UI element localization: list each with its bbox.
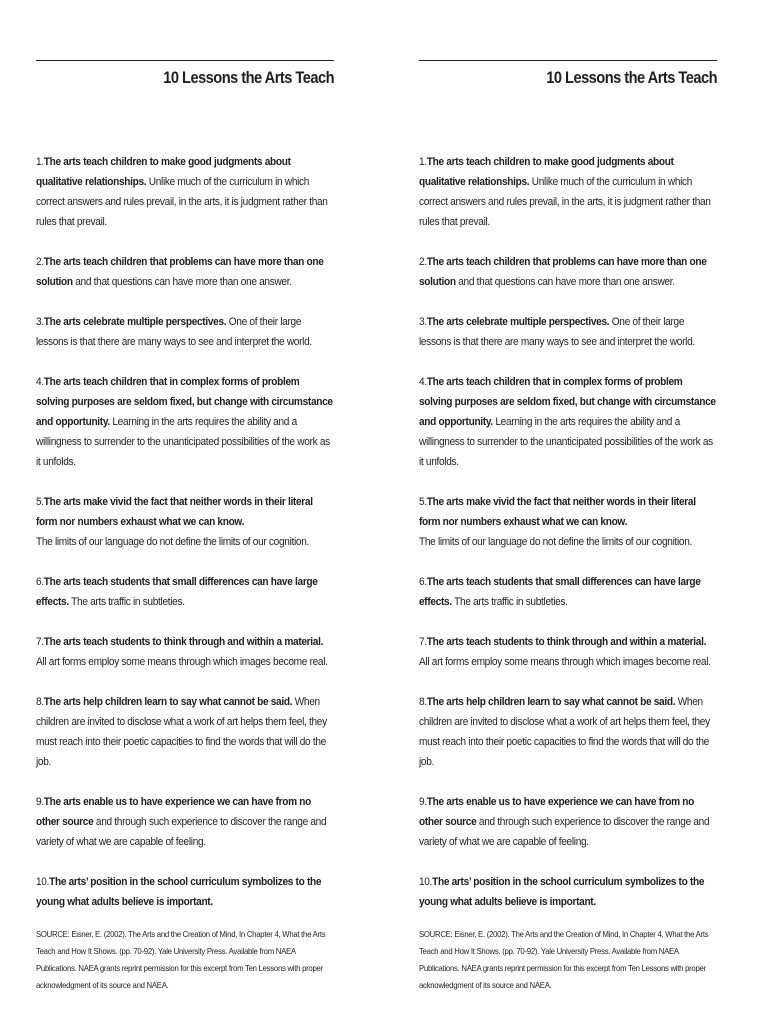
lesson-item-7	[419, 632, 717, 672]
lesson-item-4	[36, 372, 334, 472]
lesson-item-8	[36, 692, 334, 772]
lesson-number: 8.	[419, 696, 427, 708]
lesson-item-1	[419, 152, 717, 232]
lesson-heading: The arts make vivid the fact that neither words in their literal form nor numbers exhaust what we can know.	[419, 496, 696, 528]
lesson-text: and through such experience to discover the range and variety of what we are capable of feeling.	[419, 816, 710, 848]
lesson-number: 10.	[36, 876, 50, 888]
lesson-heading: The arts help children learn to say what cannot be said.	[426, 696, 676, 708]
lesson-text: When children are invited to disclose what a work of art helps them feel, they must reach into their poetic capacities to find the words that will do the job.	[36, 696, 327, 768]
lesson-heading: The arts teach students to think through and within a material.	[43, 636, 324, 648]
lesson-text: and through such experience to discover the range and variety of what we are capable of feeling.	[36, 816, 327, 848]
lesson-text: Unlike much of the curriculum in which correct answers and rules prevail, in the arts, it is judgment rather than rules that prevail.	[419, 176, 711, 228]
lesson-item-2	[36, 252, 334, 292]
top-rule	[419, 60, 717, 61]
lesson-item-2	[419, 252, 717, 292]
lesson-number: 5.	[36, 496, 44, 508]
lesson-heading: The arts teach children that in complex forms of problem solving purposes are seldom fixed, but change with circumstance and opportunity.	[36, 376, 333, 428]
lesson-heading: The arts celebrate multiple perspectives.	[426, 316, 610, 328]
lesson-heading: The arts teach students that small differences can have large effects.	[419, 576, 701, 608]
lesson-text: When children are invited to disclose what a work of art helps them feel, they must reach into their poetic capacities to find the words that will do the job.	[419, 696, 710, 768]
lesson-item-6	[419, 572, 717, 612]
lesson-item-9	[36, 792, 334, 852]
lesson-text: The arts traffic in subtleties.	[71, 596, 185, 608]
lesson-heading: The arts enable us to have experience we can have from no other source	[419, 796, 695, 828]
lesson-item-4	[419, 372, 717, 472]
right-panel	[419, 60, 717, 994]
lesson-text: The arts traffic in subtleties.	[454, 596, 568, 608]
lesson-number: 3.	[419, 316, 427, 328]
lesson-heading: The arts teach children to make good judgments about qualitative relationships.	[419, 156, 674, 188]
lesson-text: and that questions can have more than one answer.	[75, 276, 292, 288]
lesson-text: The limits of our language do not define the limits of our cognition.	[36, 536, 310, 548]
lesson-text: All art forms employ some means through which images become real.	[419, 656, 711, 668]
lesson-text: One of their large lessons is that there are many ways to see and interpret the world.	[419, 316, 695, 348]
lesson-number: 1.	[419, 156, 427, 168]
lesson-number: 7.	[36, 636, 44, 648]
lesson-item-5	[419, 492, 717, 552]
lesson-list	[36, 152, 334, 912]
lesson-number: 2.	[419, 256, 427, 268]
lesson-number: 4.	[36, 376, 44, 388]
lesson-item-9	[419, 792, 717, 852]
left-panel	[36, 60, 334, 994]
lesson-number: 3.	[36, 316, 44, 328]
lesson-item-3	[36, 312, 334, 352]
lesson-text: Unlike much of the curriculum in which correct answers and rules prevail, in the arts, it is judgment rather than rules that prevail.	[36, 176, 328, 228]
page-title: 10 Lessons the Arts Teach	[546, 68, 717, 87]
lesson-text: The limits of our language do not define the limits of our cognition.	[419, 536, 693, 548]
lesson-number: 6.	[419, 576, 427, 588]
lesson-text: and that questions can have more than one answer.	[458, 276, 675, 288]
lesson-text: One of their large lessons is that there are many ways to see and interpret the world.	[36, 316, 312, 348]
lesson-item-7	[36, 632, 334, 672]
lesson-item-5	[36, 492, 334, 552]
lesson-number: 5.	[419, 496, 427, 508]
lesson-heading: The arts make vivid the fact that neither words in their literal form nor numbers exhaust what we can know.	[36, 496, 313, 528]
source-citation: SOURCE: Eisner, E. (2002). The Arts and the Creation of Mind, In Chapter 4, What the Arts Teach and How It Shows. (pp. 70-92). Yale University Press. Available from NAEA Publications. NAEA grants reprint permission for this excerpt from Ten Lessons with proper acknowledgment of its source and NAEA.	[419, 929, 709, 990]
lesson-item-6	[36, 572, 334, 612]
lesson-number: 1.	[36, 156, 44, 168]
lesson-item-10	[419, 872, 717, 912]
lesson-number: 9.	[36, 796, 44, 808]
lesson-heading: The arts’ position in the school curriculum symbolizes to the young what adults believe is important.	[36, 876, 322, 908]
lesson-heading: The arts teach children that in complex forms of problem solving purposes are seldom fixed, but change with circumstance and opportunity.	[419, 376, 716, 428]
lesson-heading: The arts teach students that small differences can have large effects.	[36, 576, 318, 608]
lesson-text: All art forms employ some means through which images become real.	[36, 656, 328, 668]
top-rule	[36, 60, 334, 61]
lesson-number: 10.	[419, 876, 433, 888]
page-title: 10 Lessons the Arts Teach	[163, 68, 334, 87]
lesson-item-8	[419, 692, 717, 772]
lesson-heading: The arts celebrate multiple perspectives.	[43, 316, 227, 328]
lesson-item-3	[419, 312, 717, 352]
lesson-item-10	[36, 872, 334, 912]
lesson-heading: The arts teach students to think through and within a material.	[426, 636, 707, 648]
lesson-text: Learning in the arts requires the ability and a willingness to surrender to the unanticipated possibilities of the work as it unfolds.	[36, 416, 330, 468]
lesson-number: 2.	[36, 256, 44, 268]
lesson-number: 6.	[36, 576, 44, 588]
lesson-number: 8.	[36, 696, 44, 708]
lesson-number: 7.	[419, 636, 427, 648]
lesson-heading: The arts’ position in the school curriculum symbolizes to the young what adults believe is important.	[419, 876, 705, 908]
lesson-list	[419, 152, 717, 912]
lesson-heading: The arts teach children to make good judgments about qualitative relationships.	[36, 156, 291, 188]
lesson-number: 9.	[419, 796, 427, 808]
lesson-heading: The arts teach children that problems can have more than one solution	[419, 256, 707, 288]
lesson-heading: The arts enable us to have experience we can have from no other source	[36, 796, 312, 828]
lesson-number: 4.	[419, 376, 427, 388]
lesson-text: Learning in the arts requires the ability and a willingness to surrender to the unanticipated possibilities of the work as it unfolds.	[419, 416, 713, 468]
lesson-item-1	[36, 152, 334, 232]
lesson-heading: The arts teach children that problems can have more than one solution	[36, 256, 324, 288]
source-citation: SOURCE: Eisner, E. (2002). The Arts and the Creation of Mind, In Chapter 4, What the Arts Teach and How It Shows. (pp. 70-92). Yale University Press. Available from NAEA Publications. NAEA grants reprint permission for this excerpt from Ten Lessons with proper acknowledgment of its source and NAEA.	[36, 929, 326, 990]
lesson-heading: The arts help children learn to say what cannot be said.	[43, 696, 293, 708]
